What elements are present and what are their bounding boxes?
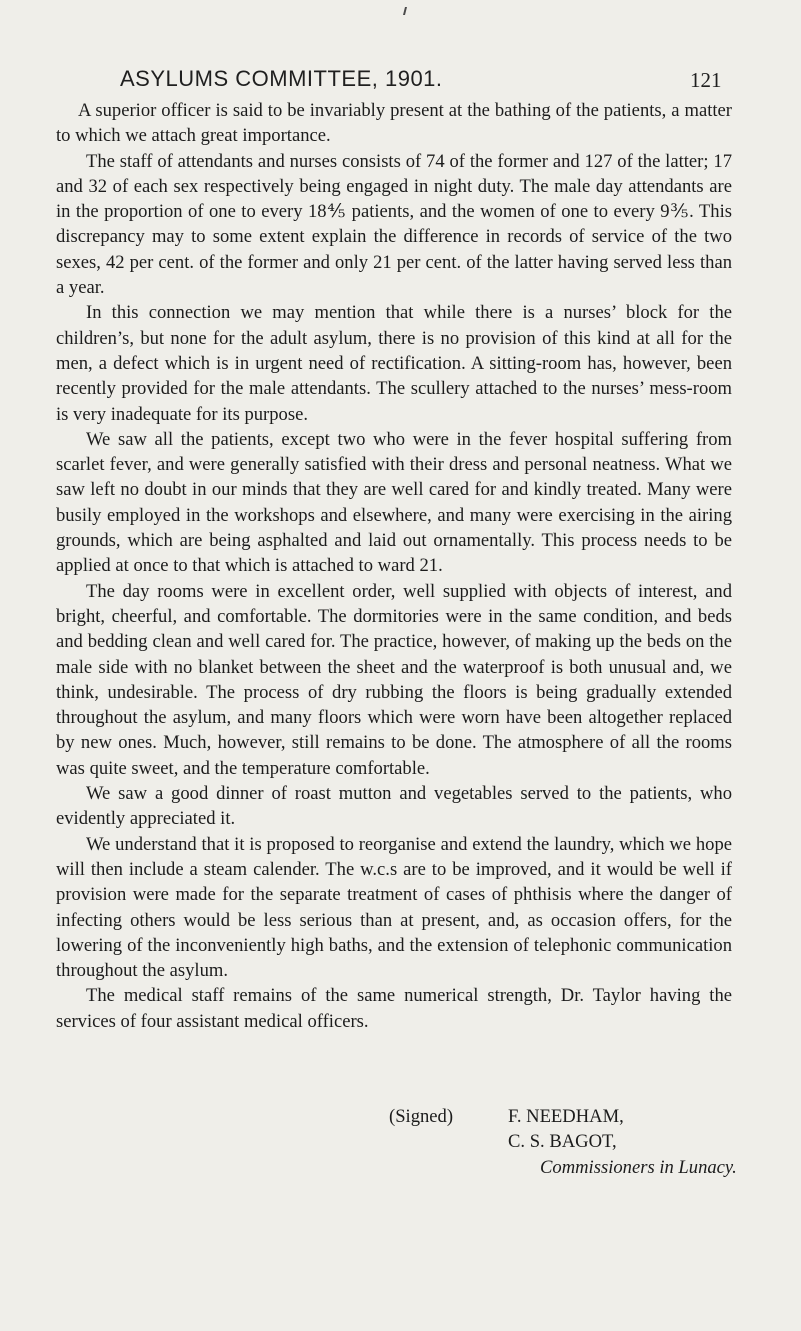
commissioners-title: Commissioners in Lunacy. bbox=[540, 1157, 737, 1178]
paragraph-bathing: A superior officer is said to be invariably present at the bathing of the patients, a matter to which we attach great importance. bbox=[56, 100, 732, 147]
signatory-bagot: C. S. BAGOT, bbox=[508, 1131, 617, 1152]
paragraph-nurses-block: In this connection we may mention that while there is a nurses’ block for the children’s, but none for the adult asylum, there is no provision of this kind at all for the men, a defect which is in urgent need of rectification. A sitting-room has, however, been recently provided for the male attendants. The scullery attached to the nurses’ mess-room is very inadequate for its purpose. bbox=[56, 302, 732, 425]
report-body bbox=[56, 98, 732, 1034]
signature-block bbox=[389, 1104, 758, 1186]
page-number: 121 bbox=[690, 68, 722, 92]
signed-label: (Signed) bbox=[389, 1106, 454, 1127]
paragraph-dinner: We saw a good dinner of roast mutton and vegetables served to the patients, who evidently appreciated it. bbox=[56, 783, 732, 830]
printer-mark bbox=[403, 7, 407, 15]
running-header bbox=[0, 66, 801, 92]
paragraph-laundry: We understand that it is proposed to reorganise and extend the laundry, which we hope will then include a steam calender. The w.c.s are to be improved, and it would be well if provision were made for the separate treatment of cases of phthisis where the danger of infecting others would be less serious than at present, and, as occasion offers, for the lowering of the inconveniently high baths, and the extension of telephonic communication throughout the asylum. bbox=[56, 833, 732, 982]
paragraph-staff: The staff of attendants and nurses consists of 74 of the former and 127 of the latter; 17 and 32 of each sex respectively being engaged in night duty. The male day attendants are in the proportion of one to every 18⅘ patients, and the women of one to every 9⅗. This discrepancy may to some extent explain the difference in records of service of the two sexes, 42 per cent. of the former and only 21 per cent. of the latter having served less than a year. bbox=[56, 150, 732, 299]
signatory-needham: F. NEEDHAM, bbox=[508, 1106, 624, 1127]
paragraph-medical-staff: The medical staff remains of the same numerical strength, Dr. Taylor having the services of four assistant medical officers. bbox=[56, 985, 732, 1032]
paragraph-rooms: The day rooms were in excellent order, well supplied with objects of interest, and bright, cheerful, and comfortable. The dormitories were in the same condition, and beds and bedding clean and well cared for. The practice, however, of making up the beds on the male side with no blanket between the sheet and the waterproof is both unusual and, we think, undesirable. The process of dry rubbing the floors is being gradually extended throughout the asylum, and many floors which were worn have been altogether replaced by new ones. Much, however, still remains to be done. The atmosphere of all the rooms was quite sweet, and the temperature comfortable. bbox=[56, 580, 732, 779]
paragraph-patients: We saw all the patients, except two who were in the fever hospital suffering from scarlet fever, and were generally satisfied with their dress and personal neatness. What we saw left no doubt in our minds that they are well cared for and kindly treated. Many were busily employed in the workshops and elsewhere, and many were exercising in the airing grounds, which are being asphalted and laid out ornamentally. This process needs to be applied at once to that which is attached to ward 21. bbox=[56, 428, 732, 577]
page-title: ASYLUMS COMMITTEE, 1901. bbox=[120, 66, 443, 91]
